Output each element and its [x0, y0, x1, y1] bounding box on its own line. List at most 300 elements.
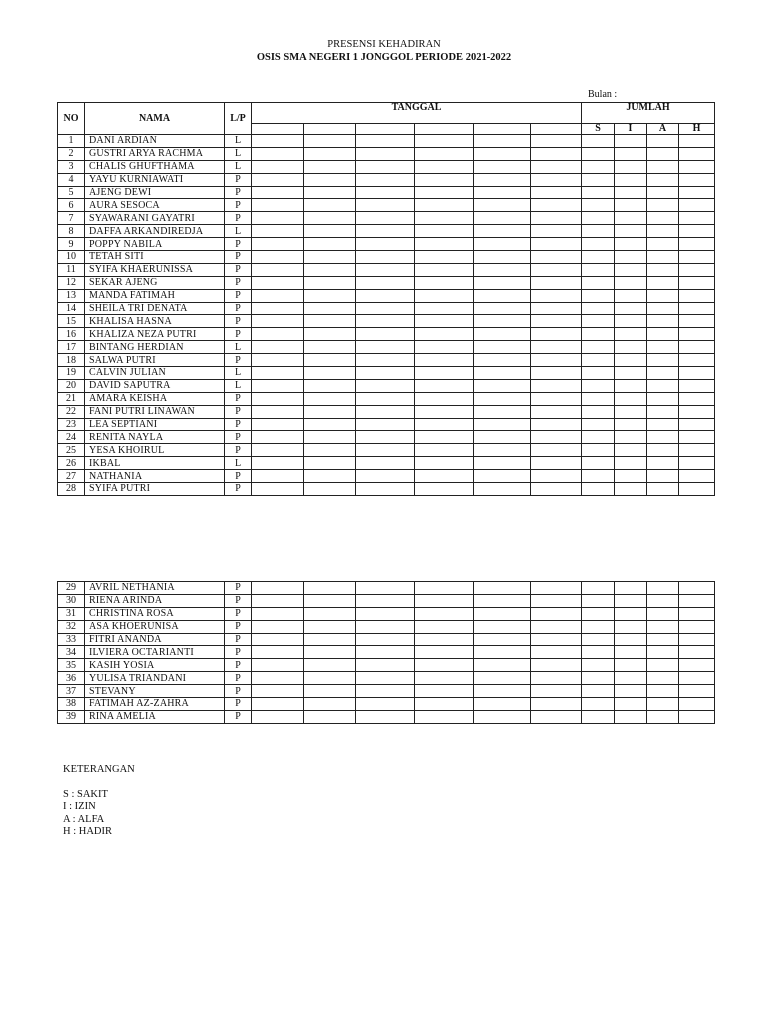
jumlah-i-cell[interactable]	[615, 672, 647, 685]
tanggal-cell[interactable]	[356, 483, 415, 496]
tanggal-cell[interactable]	[304, 392, 356, 405]
tanggal-cell[interactable]	[531, 147, 582, 160]
tanggal-cell[interactable]	[304, 289, 356, 302]
tanggal-cell[interactable]	[252, 173, 304, 186]
tanggal-cell[interactable]	[415, 225, 474, 238]
tanggal-cell[interactable]	[415, 457, 474, 470]
jumlah-h-cell[interactable]	[679, 620, 715, 633]
jumlah-s-cell[interactable]	[582, 594, 615, 607]
tanggal-cell[interactable]	[304, 302, 356, 315]
jumlah-h-cell[interactable]	[679, 392, 715, 405]
jumlah-s-cell[interactable]	[582, 263, 615, 276]
tanggal-cell[interactable]	[304, 263, 356, 276]
tanggal-cell[interactable]	[415, 147, 474, 160]
jumlah-i-cell[interactable]	[615, 328, 647, 341]
jumlah-i-cell[interactable]	[615, 147, 647, 160]
jumlah-h-cell[interactable]	[679, 135, 715, 148]
jumlah-i-cell[interactable]	[615, 418, 647, 431]
tanggal-cell[interactable]	[531, 470, 582, 483]
jumlah-i-cell[interactable]	[615, 457, 647, 470]
jumlah-i-cell[interactable]	[615, 392, 647, 405]
jumlah-s-cell[interactable]	[582, 392, 615, 405]
tanggal-cell[interactable]	[356, 607, 415, 620]
tanggal-cell[interactable]	[415, 444, 474, 457]
jumlah-i-cell[interactable]	[615, 607, 647, 620]
jumlah-s-cell[interactable]	[582, 302, 615, 315]
jumlah-s-cell[interactable]	[582, 160, 615, 173]
tanggal-cell[interactable]	[531, 173, 582, 186]
tanggal-cell[interactable]	[356, 315, 415, 328]
jumlah-s-cell[interactable]	[582, 276, 615, 289]
tanggal-cell[interactable]	[356, 582, 415, 595]
tanggal-cell[interactable]	[252, 212, 304, 225]
tanggal-cell[interactable]	[252, 392, 304, 405]
jumlah-s-cell[interactable]	[582, 710, 615, 723]
tanggal-cell[interactable]	[356, 276, 415, 289]
tanggal-cell[interactable]	[531, 199, 582, 212]
tanggal-cell[interactable]	[252, 263, 304, 276]
jumlah-h-cell[interactable]	[679, 685, 715, 698]
tanggal-cell[interactable]	[415, 379, 474, 392]
jumlah-a-cell[interactable]	[647, 315, 679, 328]
tanggal-cell[interactable]	[415, 633, 474, 646]
jumlah-s-cell[interactable]	[582, 315, 615, 328]
tanggal-cell[interactable]	[304, 328, 356, 341]
jumlah-h-cell[interactable]	[679, 289, 715, 302]
tanggal-cell[interactable]	[304, 594, 356, 607]
tanggal-cell[interactable]	[356, 147, 415, 160]
jumlah-a-cell[interactable]	[647, 199, 679, 212]
tanggal-cell[interactable]	[415, 173, 474, 186]
tanggal-cell[interactable]	[304, 646, 356, 659]
tanggal-cell[interactable]	[356, 457, 415, 470]
tanggal-cell[interactable]	[356, 405, 415, 418]
jumlah-s-cell[interactable]	[582, 444, 615, 457]
jumlah-h-cell[interactable]	[679, 251, 715, 264]
tanggal-cell[interactable]	[252, 354, 304, 367]
jumlah-a-cell[interactable]	[647, 276, 679, 289]
tanggal-cell[interactable]	[252, 315, 304, 328]
tanggal-cell[interactable]	[252, 483, 304, 496]
jumlah-h-cell[interactable]	[679, 444, 715, 457]
tanggal-cell[interactable]	[531, 302, 582, 315]
jumlah-s-cell[interactable]	[582, 620, 615, 633]
tanggal-cell[interactable]	[304, 633, 356, 646]
tanggal-cell[interactable]	[415, 251, 474, 264]
tanggal-cell[interactable]	[356, 470, 415, 483]
jumlah-a-cell[interactable]	[647, 646, 679, 659]
jumlah-s-cell[interactable]	[582, 173, 615, 186]
tanggal-cell[interactable]	[356, 646, 415, 659]
tanggal-cell[interactable]	[474, 483, 531, 496]
tanggal-cell[interactable]	[474, 341, 531, 354]
tanggal-cell[interactable]	[415, 646, 474, 659]
jumlah-s-cell[interactable]	[582, 685, 615, 698]
tanggal-cell[interactable]	[252, 659, 304, 672]
tanggal-cell[interactable]	[252, 367, 304, 380]
tanggal-cell[interactable]	[356, 251, 415, 264]
tanggal-cell[interactable]	[356, 289, 415, 302]
jumlah-s-cell[interactable]	[582, 367, 615, 380]
tanggal-cell[interactable]	[304, 341, 356, 354]
jumlah-i-cell[interactable]	[615, 698, 647, 711]
jumlah-h-cell[interactable]	[679, 633, 715, 646]
jumlah-s-cell[interactable]	[582, 405, 615, 418]
tanggal-cell[interactable]	[304, 444, 356, 457]
tanggal-cell[interactable]	[415, 315, 474, 328]
tanggal-cell[interactable]	[531, 457, 582, 470]
jumlah-i-cell[interactable]	[615, 483, 647, 496]
jumlah-h-cell[interactable]	[679, 263, 715, 276]
tanggal-cell[interactable]	[356, 186, 415, 199]
tanggal-cell[interactable]	[415, 263, 474, 276]
tanggal-cell[interactable]	[531, 263, 582, 276]
tanggal-cell[interactable]	[531, 135, 582, 148]
jumlah-i-cell[interactable]	[615, 405, 647, 418]
jumlah-s-cell[interactable]	[582, 251, 615, 264]
jumlah-h-cell[interactable]	[679, 315, 715, 328]
tanggal-cell[interactable]	[474, 212, 531, 225]
tanggal-cell[interactable]	[356, 302, 415, 315]
jumlah-h-cell[interactable]	[679, 238, 715, 251]
jumlah-i-cell[interactable]	[615, 646, 647, 659]
tanggal-cell[interactable]	[474, 685, 531, 698]
tanggal-cell[interactable]	[304, 607, 356, 620]
tanggal-cell[interactable]	[415, 672, 474, 685]
tanggal-cell[interactable]	[304, 620, 356, 633]
tanggal-cell[interactable]	[474, 276, 531, 289]
jumlah-h-cell[interactable]	[679, 225, 715, 238]
tanggal-cell[interactable]	[356, 328, 415, 341]
jumlah-i-cell[interactable]	[615, 620, 647, 633]
jumlah-a-cell[interactable]	[647, 186, 679, 199]
jumlah-a-cell[interactable]	[647, 354, 679, 367]
tanggal-cell[interactable]	[531, 379, 582, 392]
tanggal-cell[interactable]	[474, 367, 531, 380]
tanggal-cell[interactable]	[415, 431, 474, 444]
tanggal-cell[interactable]	[415, 582, 474, 595]
tanggal-cell[interactable]	[415, 160, 474, 173]
tanggal-cell[interactable]	[531, 225, 582, 238]
tanggal-cell[interactable]	[531, 367, 582, 380]
jumlah-a-cell[interactable]	[647, 470, 679, 483]
jumlah-h-cell[interactable]	[679, 199, 715, 212]
tanggal-cell[interactable]	[531, 483, 582, 496]
tanggal-cell[interactable]	[252, 633, 304, 646]
tanggal-cell[interactable]	[415, 276, 474, 289]
jumlah-a-cell[interactable]	[647, 418, 679, 431]
jumlah-a-cell[interactable]	[647, 698, 679, 711]
tanggal-cell[interactable]	[356, 199, 415, 212]
jumlah-h-cell[interactable]	[679, 160, 715, 173]
tanggal-cell[interactable]	[474, 251, 531, 264]
tanggal-cell[interactable]	[252, 238, 304, 251]
tanggal-cell[interactable]	[356, 659, 415, 672]
jumlah-a-cell[interactable]	[647, 431, 679, 444]
tanggal-cell[interactable]	[304, 173, 356, 186]
jumlah-a-cell[interactable]	[647, 225, 679, 238]
jumlah-i-cell[interactable]	[615, 315, 647, 328]
jumlah-h-cell[interactable]	[679, 457, 715, 470]
tanggal-cell[interactable]	[474, 315, 531, 328]
jumlah-i-cell[interactable]	[615, 160, 647, 173]
jumlah-a-cell[interactable]	[647, 594, 679, 607]
tanggal-cell[interactable]	[474, 594, 531, 607]
jumlah-s-cell[interactable]	[582, 238, 615, 251]
tanggal-cell[interactable]	[252, 199, 304, 212]
jumlah-h-cell[interactable]	[679, 341, 715, 354]
jumlah-a-cell[interactable]	[647, 483, 679, 496]
tanggal-cell[interactable]	[415, 328, 474, 341]
jumlah-i-cell[interactable]	[615, 685, 647, 698]
jumlah-a-cell[interactable]	[647, 379, 679, 392]
tanggal-cell[interactable]	[356, 212, 415, 225]
tanggal-cell[interactable]	[474, 225, 531, 238]
tanggal-cell[interactable]	[415, 418, 474, 431]
tanggal-cell[interactable]	[474, 607, 531, 620]
tanggal-cell[interactable]	[304, 405, 356, 418]
tanggal-cell[interactable]	[252, 302, 304, 315]
jumlah-a-cell[interactable]	[647, 173, 679, 186]
jumlah-s-cell[interactable]	[582, 354, 615, 367]
tanggal-cell[interactable]	[531, 431, 582, 444]
tanggal-cell[interactable]	[304, 238, 356, 251]
tanggal-cell[interactable]	[531, 594, 582, 607]
jumlah-i-cell[interactable]	[615, 431, 647, 444]
jumlah-s-cell[interactable]	[582, 225, 615, 238]
tanggal-cell[interactable]	[415, 483, 474, 496]
tanggal-cell[interactable]	[474, 354, 531, 367]
tanggal-cell[interactable]	[531, 685, 582, 698]
jumlah-a-cell[interactable]	[647, 710, 679, 723]
tanggal-cell[interactable]	[474, 186, 531, 199]
jumlah-s-cell[interactable]	[582, 289, 615, 302]
tanggal-cell[interactable]	[474, 646, 531, 659]
tanggal-cell[interactable]	[531, 698, 582, 711]
tanggal-cell[interactable]	[415, 659, 474, 672]
jumlah-s-cell[interactable]	[582, 582, 615, 595]
jumlah-a-cell[interactable]	[647, 620, 679, 633]
tanggal-cell[interactable]	[356, 698, 415, 711]
jumlah-i-cell[interactable]	[615, 444, 647, 457]
tanggal-cell[interactable]	[304, 379, 356, 392]
jumlah-s-cell[interactable]	[582, 328, 615, 341]
tanggal-cell[interactable]	[531, 315, 582, 328]
tanggal-cell[interactable]	[474, 672, 531, 685]
tanggal-cell[interactable]	[531, 328, 582, 341]
tanggal-cell[interactable]	[304, 582, 356, 595]
jumlah-s-cell[interactable]	[582, 457, 615, 470]
tanggal-cell[interactable]	[252, 685, 304, 698]
jumlah-a-cell[interactable]	[647, 457, 679, 470]
jumlah-a-cell[interactable]	[647, 251, 679, 264]
tanggal-cell[interactable]	[531, 186, 582, 199]
tanggal-cell[interactable]	[415, 367, 474, 380]
jumlah-i-cell[interactable]	[615, 710, 647, 723]
jumlah-s-cell[interactable]	[582, 379, 615, 392]
tanggal-cell[interactable]	[252, 594, 304, 607]
tanggal-cell[interactable]	[531, 418, 582, 431]
jumlah-i-cell[interactable]	[615, 251, 647, 264]
tanggal-cell[interactable]	[415, 302, 474, 315]
jumlah-s-cell[interactable]	[582, 483, 615, 496]
tanggal-cell[interactable]	[531, 582, 582, 595]
jumlah-h-cell[interactable]	[679, 328, 715, 341]
tanggal-cell[interactable]	[531, 251, 582, 264]
tanggal-cell[interactable]	[304, 160, 356, 173]
tanggal-cell[interactable]	[415, 199, 474, 212]
jumlah-i-cell[interactable]	[615, 199, 647, 212]
jumlah-i-cell[interactable]	[615, 225, 647, 238]
tanggal-cell[interactable]	[304, 225, 356, 238]
jumlah-a-cell[interactable]	[647, 633, 679, 646]
tanggal-cell[interactable]	[415, 238, 474, 251]
jumlah-h-cell[interactable]	[679, 276, 715, 289]
tanggal-cell[interactable]	[252, 646, 304, 659]
tanggal-cell[interactable]	[252, 470, 304, 483]
jumlah-i-cell[interactable]	[615, 263, 647, 276]
jumlah-h-cell[interactable]	[679, 186, 715, 199]
jumlah-a-cell[interactable]	[647, 289, 679, 302]
tanggal-cell[interactable]	[356, 392, 415, 405]
tanggal-cell[interactable]	[474, 238, 531, 251]
tanggal-cell[interactable]	[356, 225, 415, 238]
tanggal-cell[interactable]	[304, 685, 356, 698]
tanggal-cell[interactable]	[474, 289, 531, 302]
tanggal-cell[interactable]	[531, 289, 582, 302]
jumlah-i-cell[interactable]	[615, 186, 647, 199]
tanggal-cell[interactable]	[531, 341, 582, 354]
jumlah-a-cell[interactable]	[647, 263, 679, 276]
tanggal-cell[interactable]	[356, 444, 415, 457]
tanggal-cell[interactable]	[415, 470, 474, 483]
tanggal-cell[interactable]	[474, 582, 531, 595]
tanggal-cell[interactable]	[474, 418, 531, 431]
jumlah-s-cell[interactable]	[582, 646, 615, 659]
tanggal-cell[interactable]	[356, 672, 415, 685]
jumlah-s-cell[interactable]	[582, 147, 615, 160]
tanggal-cell[interactable]	[252, 672, 304, 685]
tanggal-cell[interactable]	[474, 173, 531, 186]
tanggal-cell[interactable]	[356, 135, 415, 148]
tanggal-cell[interactable]	[531, 392, 582, 405]
tanggal-cell[interactable]	[415, 341, 474, 354]
tanggal-cell[interactable]	[474, 620, 531, 633]
tanggal-cell[interactable]	[252, 620, 304, 633]
jumlah-i-cell[interactable]	[615, 302, 647, 315]
tanggal-cell[interactable]	[474, 199, 531, 212]
tanggal-cell[interactable]	[304, 457, 356, 470]
jumlah-h-cell[interactable]	[679, 582, 715, 595]
jumlah-h-cell[interactable]	[679, 672, 715, 685]
tanggal-cell[interactable]	[474, 659, 531, 672]
jumlah-s-cell[interactable]	[582, 607, 615, 620]
tanggal-cell[interactable]	[252, 582, 304, 595]
jumlah-i-cell[interactable]	[615, 289, 647, 302]
tanggal-cell[interactable]	[474, 392, 531, 405]
jumlah-i-cell[interactable]	[615, 633, 647, 646]
tanggal-cell[interactable]	[252, 698, 304, 711]
tanggal-cell[interactable]	[474, 457, 531, 470]
jumlah-h-cell[interactable]	[679, 147, 715, 160]
tanggal-cell[interactable]	[304, 710, 356, 723]
jumlah-s-cell[interactable]	[582, 659, 615, 672]
tanggal-cell[interactable]	[531, 160, 582, 173]
tanggal-cell[interactable]	[415, 354, 474, 367]
tanggal-cell[interactable]	[531, 354, 582, 367]
jumlah-a-cell[interactable]	[647, 341, 679, 354]
tanggal-cell[interactable]	[304, 276, 356, 289]
jumlah-h-cell[interactable]	[679, 607, 715, 620]
tanggal-cell[interactable]	[252, 405, 304, 418]
tanggal-cell[interactable]	[415, 405, 474, 418]
jumlah-h-cell[interactable]	[679, 418, 715, 431]
jumlah-i-cell[interactable]	[615, 135, 647, 148]
jumlah-a-cell[interactable]	[647, 238, 679, 251]
jumlah-i-cell[interactable]	[615, 212, 647, 225]
tanggal-cell[interactable]	[252, 607, 304, 620]
tanggal-cell[interactable]	[252, 160, 304, 173]
jumlah-i-cell[interactable]	[615, 238, 647, 251]
tanggal-cell[interactable]	[356, 354, 415, 367]
tanggal-cell[interactable]	[415, 594, 474, 607]
jumlah-h-cell[interactable]	[679, 646, 715, 659]
tanggal-cell[interactable]	[252, 289, 304, 302]
jumlah-a-cell[interactable]	[647, 659, 679, 672]
tanggal-cell[interactable]	[415, 212, 474, 225]
tanggal-cell[interactable]	[304, 315, 356, 328]
tanggal-cell[interactable]	[415, 135, 474, 148]
tanggal-cell[interactable]	[252, 135, 304, 148]
jumlah-i-cell[interactable]	[615, 379, 647, 392]
tanggal-cell[interactable]	[356, 685, 415, 698]
tanggal-cell[interactable]	[252, 379, 304, 392]
jumlah-s-cell[interactable]	[582, 418, 615, 431]
tanggal-cell[interactable]	[415, 392, 474, 405]
tanggal-cell[interactable]	[356, 379, 415, 392]
tanggal-cell[interactable]	[356, 594, 415, 607]
tanggal-cell[interactable]	[304, 186, 356, 199]
tanggal-cell[interactable]	[415, 607, 474, 620]
tanggal-cell[interactable]	[252, 710, 304, 723]
tanggal-cell[interactable]	[474, 710, 531, 723]
tanggal-cell[interactable]	[531, 444, 582, 457]
tanggal-cell[interactable]	[252, 186, 304, 199]
jumlah-h-cell[interactable]	[679, 173, 715, 186]
jumlah-h-cell[interactable]	[679, 710, 715, 723]
jumlah-h-cell[interactable]	[679, 354, 715, 367]
tanggal-cell[interactable]	[474, 160, 531, 173]
jumlah-a-cell[interactable]	[647, 135, 679, 148]
jumlah-i-cell[interactable]	[615, 367, 647, 380]
tanggal-cell[interactable]	[356, 238, 415, 251]
tanggal-cell[interactable]	[304, 199, 356, 212]
jumlah-i-cell[interactable]	[615, 276, 647, 289]
tanggal-cell[interactable]	[474, 405, 531, 418]
jumlah-h-cell[interactable]	[679, 431, 715, 444]
tanggal-cell[interactable]	[356, 160, 415, 173]
jumlah-h-cell[interactable]	[679, 405, 715, 418]
tanggal-cell[interactable]	[474, 633, 531, 646]
tanggal-cell[interactable]	[252, 431, 304, 444]
tanggal-cell[interactable]	[252, 225, 304, 238]
jumlah-s-cell[interactable]	[582, 698, 615, 711]
jumlah-s-cell[interactable]	[582, 186, 615, 199]
tanggal-cell[interactable]	[415, 710, 474, 723]
jumlah-s-cell[interactable]	[582, 341, 615, 354]
jumlah-s-cell[interactable]	[582, 199, 615, 212]
tanggal-cell[interactable]	[415, 698, 474, 711]
